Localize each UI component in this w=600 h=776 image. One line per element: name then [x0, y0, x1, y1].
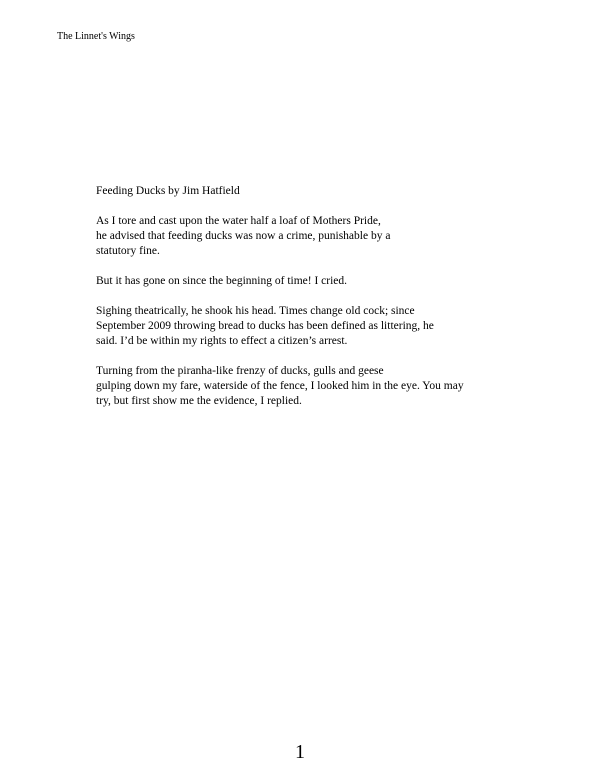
poem-line: Turning from the piranha-like frenzy of ducks, gulls and geese [96, 365, 384, 377]
stanza-4 [96, 364, 536, 409]
poem-line: he advised that feeding ducks was now a crime, punishable by a [96, 230, 391, 242]
poem-line: Sighing theatrically, he shook his head. Times change old cock; since [96, 305, 415, 317]
stanza-3 [96, 304, 536, 349]
poem-line: September 2009 throwing bread to ducks has been defined as littering, he [96, 320, 434, 332]
poem-body [96, 184, 536, 409]
poem-line: But it has gone on since the beginning of time! I cried. [96, 275, 348, 287]
page-number: 1 [295, 741, 305, 763]
stanza-1 [96, 214, 536, 259]
poem-line: gulping down my fare, waterside of the fence, I looked him in the eye. You may [96, 380, 464, 392]
running-header: The Linnet's Wings [57, 31, 135, 42]
poem-line: said. I’d be within my rights to effect a citizen’s arrest. [96, 335, 348, 347]
poem-line: As I tore and cast upon the water half a loaf of Mothers Pride, [96, 215, 381, 227]
poem-title: Feeding Ducks by Jim Hatfield [96, 185, 240, 197]
stanza-2 [96, 274, 536, 289]
poem-line: try, but first show me the evidence, I replied. [96, 395, 302, 407]
poem-line: statutory fine. [96, 245, 160, 257]
